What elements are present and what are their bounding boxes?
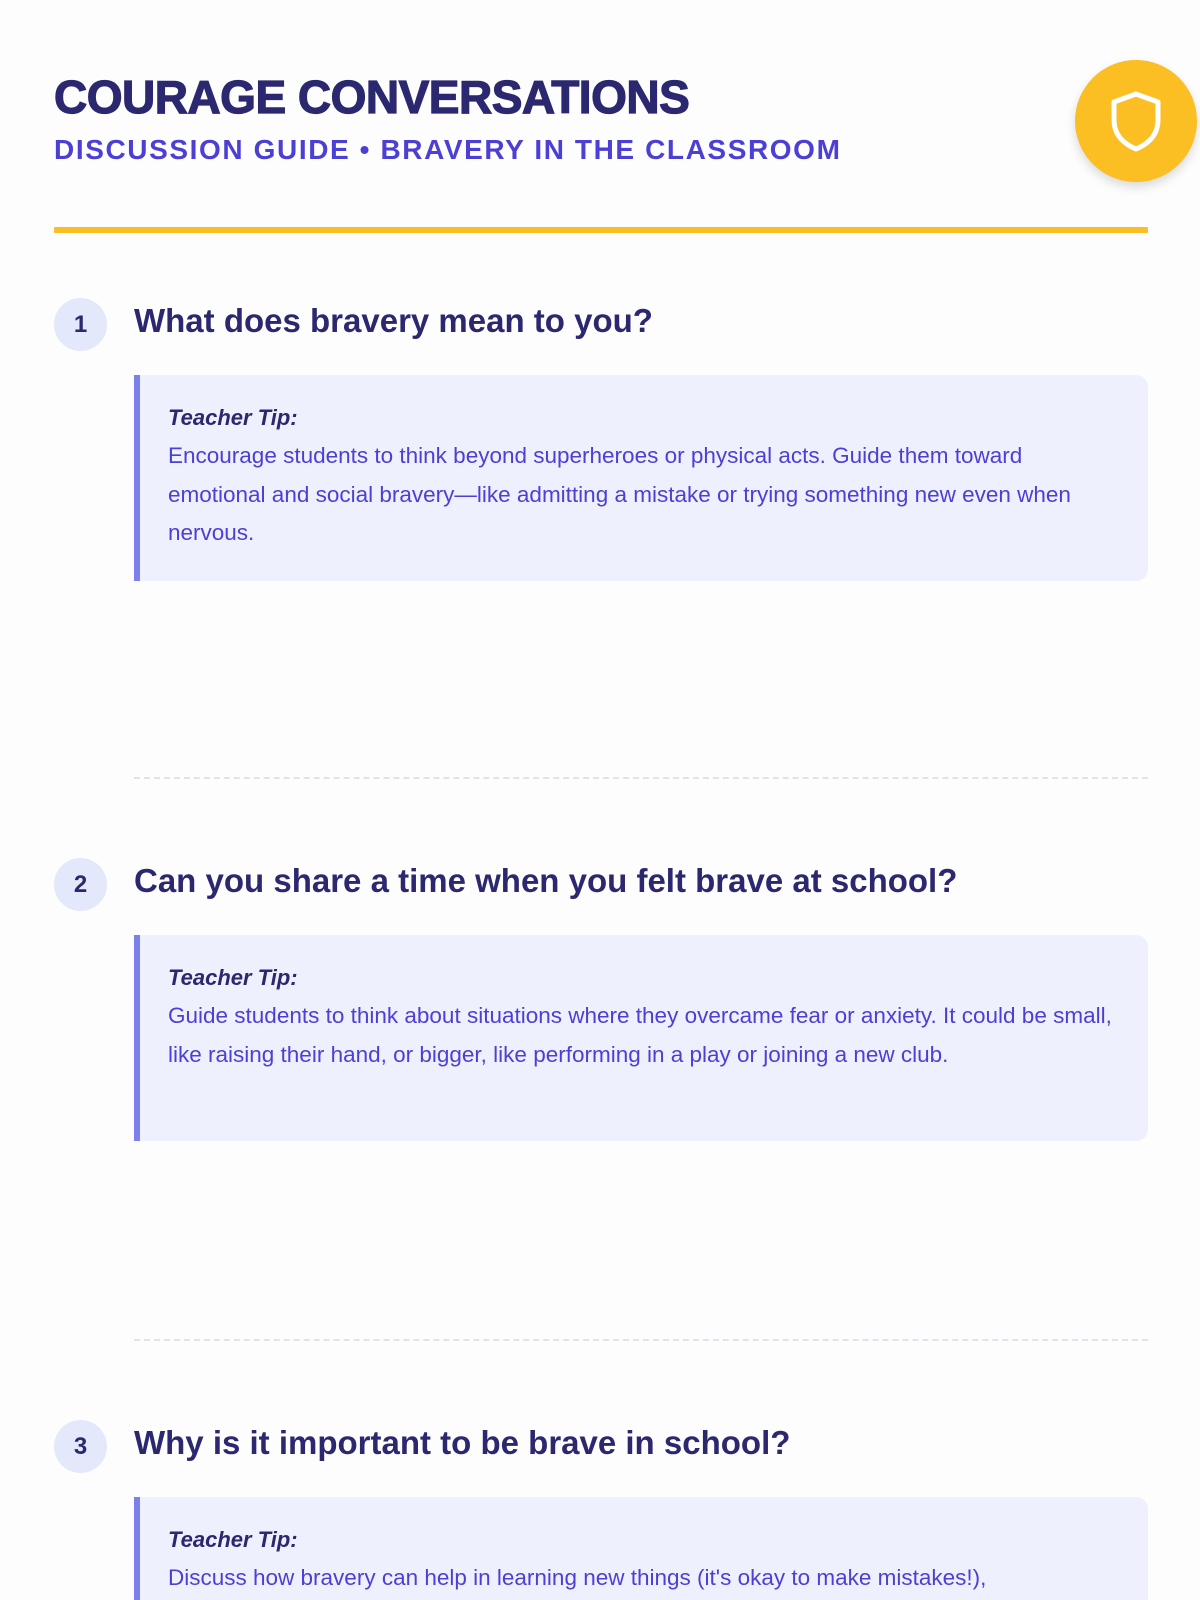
question-number: 2 bbox=[54, 858, 107, 911]
teacher-tip-box bbox=[134, 935, 1148, 1141]
question-number: 3 bbox=[54, 1420, 107, 1473]
question-text: Why is it important to be brave in school? bbox=[134, 1424, 791, 1461]
teacher-tip-text: Encourage students to think beyond superheroes or physical acts. Guide them toward emotional and social bravery—like admitting a mistake or trying something new even when nervous. bbox=[168, 443, 1071, 545]
teacher-tip-label: Teacher Tip: bbox=[168, 965, 298, 990]
section-divider bbox=[134, 777, 1148, 779]
section-divider bbox=[134, 1339, 1148, 1341]
teacher-tip-text: Guide students to think about situations where they overcame fear or anxiety. It could be small, like raising their hand, or bigger, like performing in a play or joining a new club. bbox=[168, 1003, 1112, 1067]
teacher-tip-label: Teacher Tip: bbox=[168, 1527, 298, 1552]
teacher-tip-text: Discuss how bravery can help in learning new things (it's okay to make mistakes!), bbox=[168, 1565, 987, 1590]
shield-icon bbox=[1107, 89, 1165, 153]
page-title: COURAGE CONVERSATIONS bbox=[54, 71, 690, 123]
shield-badge bbox=[1075, 60, 1197, 182]
teacher-tip-box bbox=[134, 375, 1148, 581]
page-subtitle: DISCUSSION GUIDE • BRAVERY IN THE CLASSROOM bbox=[54, 134, 842, 165]
teacher-tip-box bbox=[134, 1497, 1148, 1600]
header-rule bbox=[54, 227, 1148, 233]
teacher-tip-label: Teacher Tip: bbox=[168, 405, 298, 430]
question-text: Can you share a time when you felt brave at school? bbox=[134, 862, 958, 899]
question-number: 1 bbox=[54, 298, 107, 351]
question-text: What does bravery mean to you? bbox=[134, 302, 653, 339]
